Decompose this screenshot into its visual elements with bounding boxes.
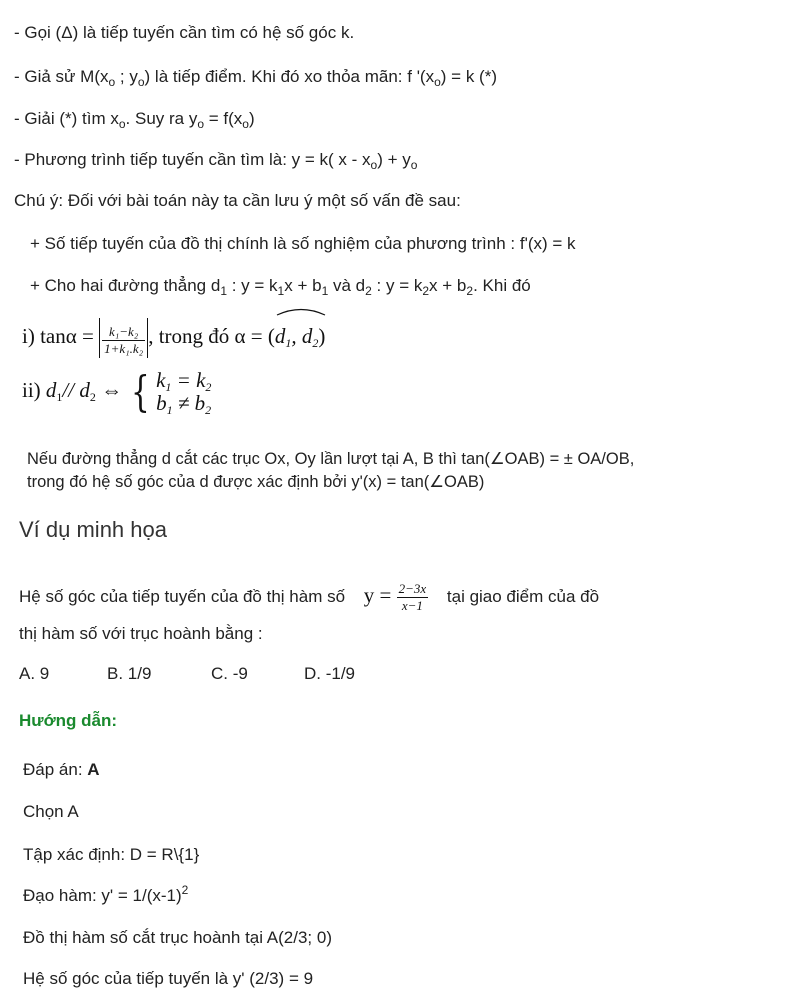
sub: o (108, 75, 116, 89)
text: Chú ý: Đối với bài toán này ta cần lưu ý một số vấn đề sau: (14, 191, 461, 210)
example-heading: Ví dụ minh họa (19, 517, 167, 542)
line-tangent-equation (14, 149, 417, 171)
slope-line: Hệ số góc của tiếp tuyến là y' (2/3) = 9 (23, 969, 314, 988)
text: d (301, 324, 313, 348)
sub: o (434, 75, 441, 89)
answer-line (23, 760, 100, 780)
text: Đáp án: (23, 760, 88, 779)
sub: 2 (205, 403, 212, 418)
line-tangent-count (30, 233, 576, 255)
text: , (291, 324, 302, 348)
function-formula (363, 580, 428, 613)
text: , trong đó α = ( (148, 324, 275, 348)
text: tại giao điểm của đồ (446, 587, 600, 606)
numerator: 2−3x (398, 580, 427, 596)
sub: 1 (56, 390, 63, 404)
sub: o (118, 117, 126, 131)
text: ) (318, 324, 326, 348)
abs-fraction (99, 318, 148, 358)
sub: 1 (321, 284, 329, 298)
text: + Số tiếp tuyến của đồ thị chính là số nghiệm của phương trình : f'(x) = k (30, 234, 576, 253)
text: y = (363, 583, 397, 607)
text: x + b (429, 276, 467, 295)
sub: o (410, 158, 418, 172)
text: : y = k (227, 276, 278, 295)
option-b: B. 1/9 (107, 664, 152, 683)
arc-icon (275, 306, 327, 316)
fraction (102, 324, 145, 357)
fraction (397, 581, 429, 614)
line-solve (14, 108, 255, 130)
sub: 1 (165, 380, 172, 395)
text: k (196, 368, 206, 393)
text: : y = k (371, 276, 423, 295)
note-line-1: Nếu đường thẳng d cắt các trục Ox, Oy lần lượt tại A, B thì tan(∠OAB) = ± OA/OB, (27, 450, 635, 468)
text: . Khi đó (473, 276, 531, 295)
sub: 1 (220, 284, 227, 298)
text: b (194, 391, 206, 416)
text: ; y (115, 67, 138, 86)
text: . Suy ra y (125, 109, 198, 128)
system-row-1 (156, 368, 212, 395)
sub: 1 (166, 403, 173, 418)
sub: 2 (422, 284, 430, 298)
line-note-heading (14, 190, 461, 212)
text: ) + y (377, 150, 411, 169)
text: - Giải (*) tìm x (14, 109, 119, 128)
text: k (156, 368, 166, 393)
denominator: 1+k₁.k₂ (104, 340, 144, 356)
text: - Phương trình tiếp tuyến cần tìm là: y = k( x - x (14, 150, 371, 169)
formula-tan-angle (22, 316, 325, 358)
formula-parallel (22, 366, 212, 418)
denominator: x−1 (401, 597, 423, 613)
text: ii) (22, 378, 46, 402)
numerator: k₁−k₂ (102, 324, 145, 341)
guide-heading: Hướng dẫn: (19, 711, 118, 730)
system-row-2 (156, 391, 212, 418)
sub: 2 (312, 336, 319, 350)
sub: 2 (365, 284, 372, 298)
option-a: A. 9 (19, 664, 50, 683)
text: x + b (284, 276, 322, 295)
sub: 2 (89, 390, 96, 404)
line-tangent-point (14, 66, 497, 88)
question-line-2: thị hàm số với trục hoành bằng : (19, 624, 263, 643)
text: ≠ (172, 391, 195, 416)
text: = (171, 368, 197, 393)
text: ) = k (*) (440, 67, 497, 86)
text: Đạo hàm: y' = 1/(x-1) (23, 886, 182, 905)
option-d: D. -1/9 (304, 664, 356, 683)
text: = f(x (204, 109, 243, 128)
line-two-lines (30, 275, 531, 297)
intersection-line: Đồ thị hàm số cắt trục hoành tại A(2/3; 0) (23, 928, 332, 947)
text: và d (328, 276, 366, 295)
text: - Gọi (Δ) là tiếp tuyến cần tìm có hệ số góc k. (14, 23, 355, 42)
text: i) tanα = (22, 324, 100, 348)
text: b (156, 391, 167, 416)
text: d (79, 378, 90, 402)
sup: 2 (181, 883, 189, 897)
sub: 2 (466, 284, 474, 298)
brace-icon: { (131, 367, 151, 417)
sub: o (137, 75, 145, 89)
sub: o (242, 117, 249, 131)
line-tangent-definition (14, 22, 354, 44)
text: d (45, 378, 57, 402)
text: ) (248, 109, 255, 128)
angle-lines (275, 316, 319, 356)
text: + Cho hai đường thẳng d (30, 276, 221, 295)
system (156, 368, 212, 418)
option-c: C. -9 (211, 664, 248, 683)
sub: o (370, 158, 378, 172)
sub: 1 (277, 284, 285, 298)
text: ⇔ (95, 378, 128, 402)
text: - Giả sử M(x (14, 67, 109, 86)
text: Hệ số góc của tiếp tuyến của đồ thị hàm số (19, 587, 346, 606)
text: // (62, 378, 80, 402)
sub: o (197, 117, 205, 131)
domain-line: Tập xác định: D = R\{1} (23, 845, 200, 864)
sub: 1 (285, 336, 292, 350)
answer-value: A (87, 760, 100, 779)
text: ) là tiếp điểm. Khi đó xo thỏa mãn: f '(x (144, 67, 435, 86)
question-line-1 (19, 575, 599, 617)
text: d (274, 324, 286, 348)
derivative-line (23, 883, 189, 906)
sub: 2 (205, 380, 212, 395)
choose-line: Chọn A (23, 802, 79, 821)
note-line-2: trong đó hệ số góc của d được xác định bởi y'(x) = tan(∠OAB) (27, 473, 485, 491)
